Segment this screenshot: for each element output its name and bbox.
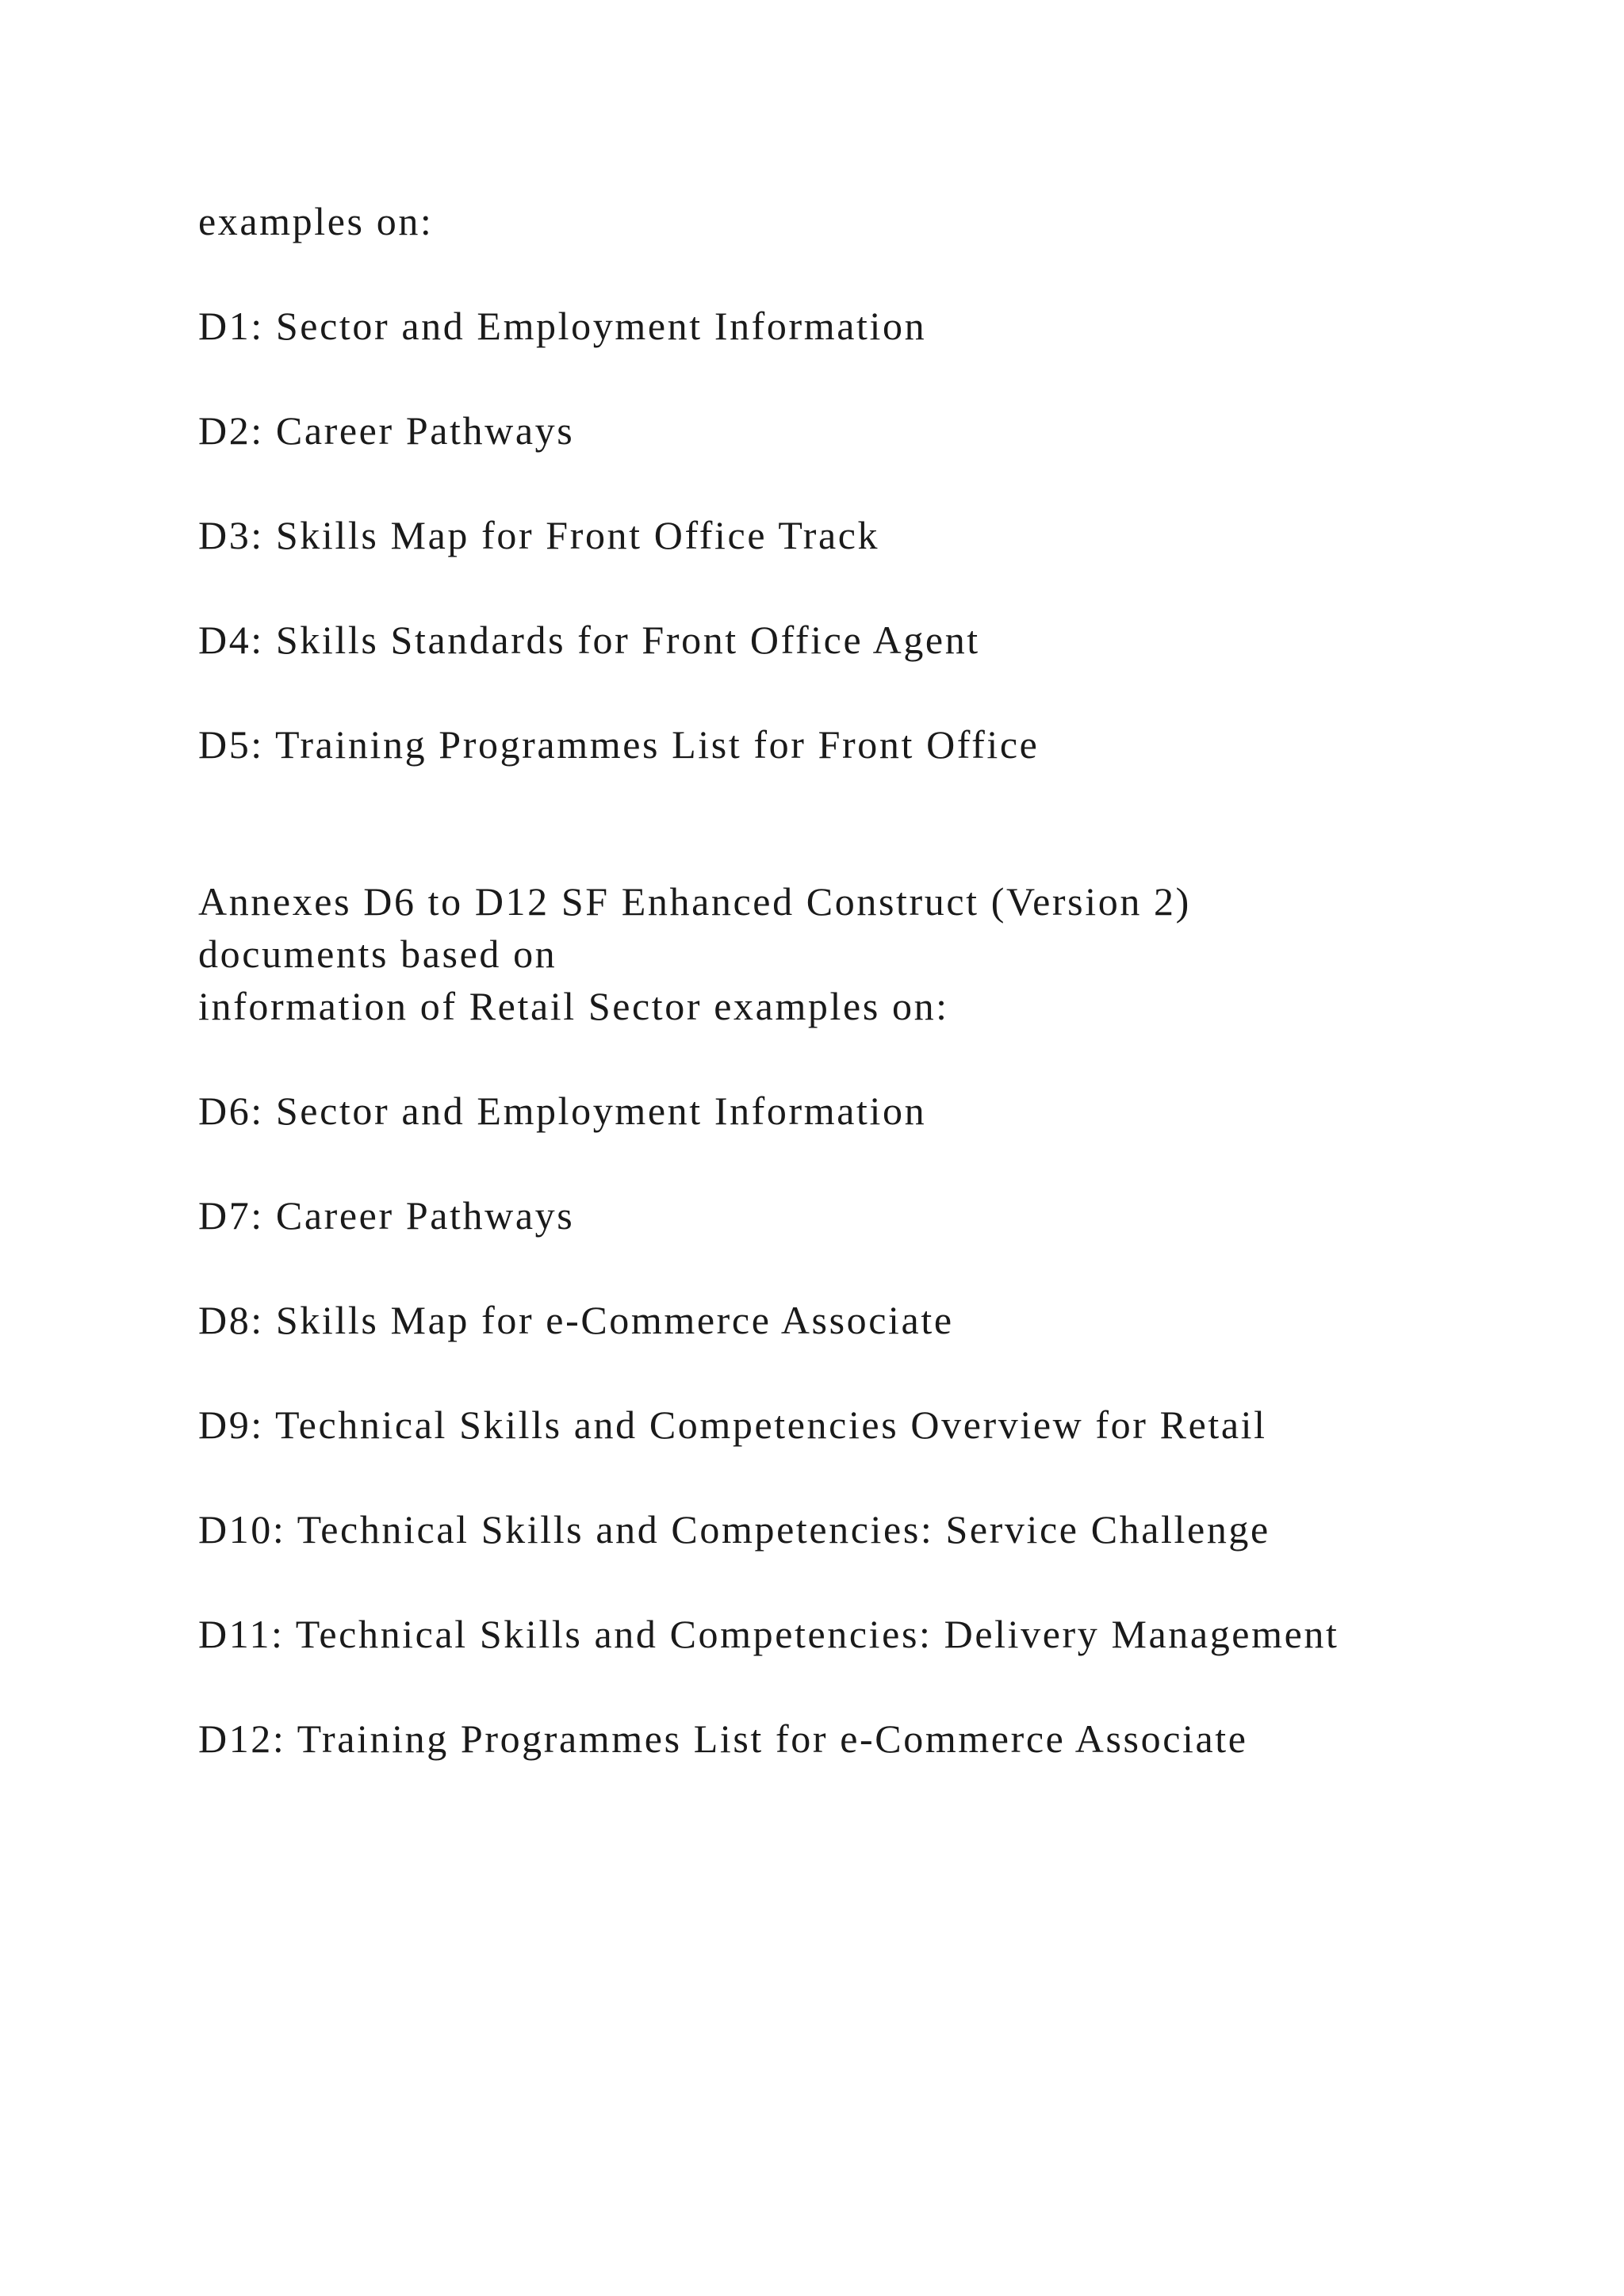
list-item-d6: D6: Sector and Employment Information (198, 1089, 927, 1133)
list-item-d2: D2: Career Pathways (198, 408, 575, 453)
list-item-d9: D9: Technical Skills and Competencies Overview for Retail (198, 1402, 1267, 1447)
intro-tail-text: examples on: (198, 199, 434, 243)
list-item-d8: D8: Skills Map for e-Commerce Associate (198, 1298, 954, 1342)
list-item-d11: D11: Technical Skills and Competencies: Delivery Management (198, 1612, 1339, 1656)
list-item-d4: D4: Skills Standards for Front Office Agent (198, 618, 980, 662)
list-item-d10: D10: Technical Skills and Competencies: Service Challenge (198, 1507, 1270, 1552)
list-item-d7: D7: Career Pathways (198, 1193, 575, 1238)
annexes-intro-line-2: documents based on (198, 932, 557, 976)
list-item-d12: D12: Training Programmes List for e-Commerce Associate (198, 1716, 1248, 1761)
list-item-d3: D3: Skills Map for Front Office Track (198, 513, 880, 557)
annexes-intro-line-1: Annexes D6 to D12 SF Enhanced Construct (Version 2) (198, 879, 1191, 924)
list-item-d1: D1: Sector and Employment Information (198, 304, 927, 348)
annexes-intro-line-3: information of Retail Sector examples on: (198, 984, 949, 1028)
list-item-d5: D5: Training Programmes List for Front Office (198, 722, 1040, 767)
